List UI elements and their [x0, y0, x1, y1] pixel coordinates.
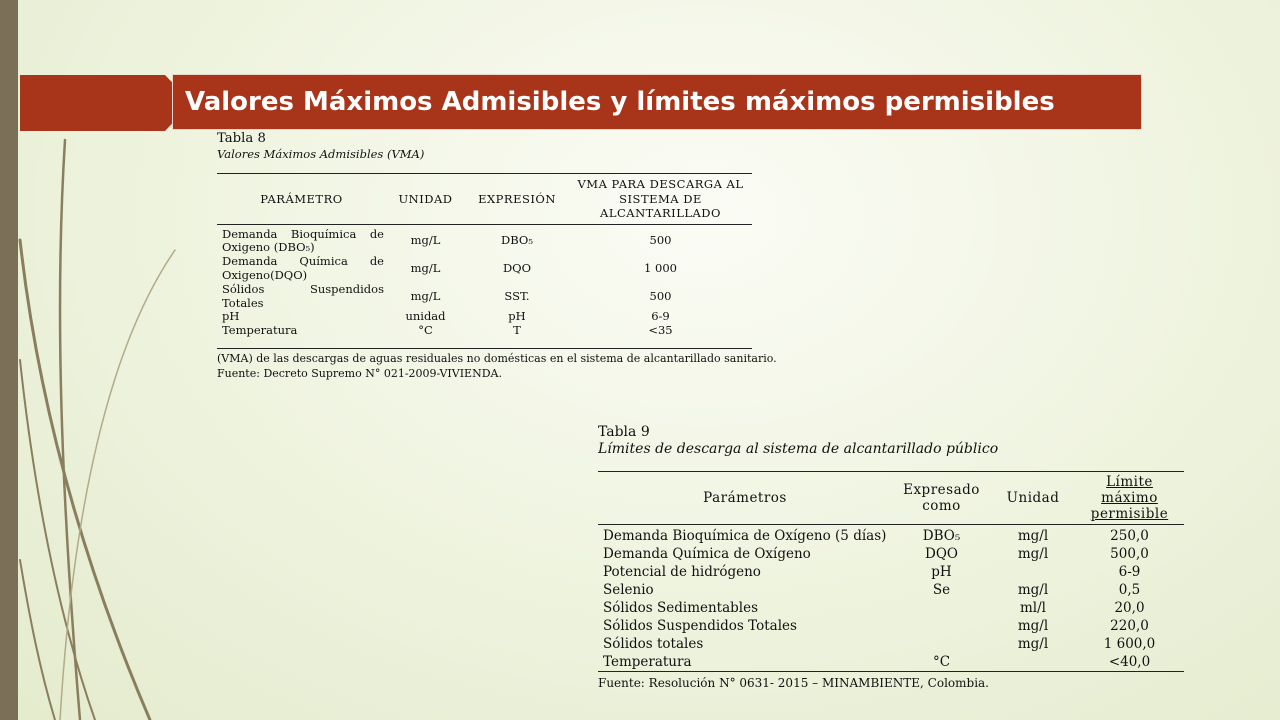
limit-cell: 500,0: [1110, 546, 1149, 563]
unit-cell: mg/l: [1017, 582, 1049, 599]
param-cell: Demanda Bioquímica de Oxigeno (DBO₅): [222, 226, 384, 255]
expr-cell: DBO₅: [501, 233, 533, 248]
table-row: [217, 283, 752, 311]
vma-cell: 1 000: [644, 261, 677, 276]
unit-cell: mg/l: [1017, 636, 1049, 653]
table-9-subtitle: Límites de descarga al sistema de alcantarillado público: [598, 441, 999, 458]
unit-cell: mg/L: [410, 288, 441, 303]
expr-cell: pH: [931, 564, 952, 581]
param-cell: pH: [222, 309, 240, 324]
table-row: [598, 653, 1184, 672]
header-expresion: EXPRESIÓN: [478, 191, 556, 206]
expr-cell: DBO₅: [922, 528, 961, 545]
unit-cell: mg/L: [410, 261, 441, 276]
param-cell: Temperatura: [603, 654, 692, 671]
table-9-header-row: [598, 471, 1184, 525]
table-row: [217, 324, 752, 348]
table-8-subtitle: Valores Máximos Admisibles (VMA): [217, 146, 425, 161]
table-row: [217, 224, 752, 255]
table-row: [598, 545, 1184, 563]
header-unidad: Unidad: [1006, 489, 1060, 506]
param-cell: Demanda Química de Oxigeno(DQO): [222, 254, 384, 282]
limit-cell: 6-9: [1118, 564, 1141, 581]
param-cell: Sólidos Sedimentables: [603, 600, 759, 617]
expr-cell: pH: [508, 309, 526, 324]
unit-cell: unidad: [405, 309, 446, 324]
table-9-source: Fuente: Resolución N° 0631- 2015 – MINAMBIENTE, Colombia.: [598, 676, 989, 691]
unit-cell: mg/L: [410, 233, 441, 248]
param-cell: Sólidos Suspendidos Totales: [603, 618, 797, 635]
vma-cell: 6-9: [651, 309, 670, 324]
limit-cell: 20,0: [1114, 600, 1145, 617]
table-row: [217, 255, 752, 283]
limit-cell: 0,5: [1118, 582, 1141, 599]
limit-cell: 250,0: [1110, 528, 1149, 545]
table-row: [598, 525, 1184, 546]
header-limite-maximo: Límite máximo permisible: [1090, 473, 1169, 522]
expr-cell: DQO: [925, 546, 958, 563]
table-row: [598, 599, 1184, 617]
expr-cell: Se: [932, 582, 951, 599]
vma-cell: 500: [649, 233, 672, 248]
unit-cell: [991, 653, 1075, 672]
unit-cell: mg/l: [1017, 528, 1049, 545]
expr-cell: [892, 635, 991, 653]
header-expresado-como: Expresado como: [903, 481, 980, 514]
table-9-number: Tabla 9: [598, 424, 650, 440]
table-8-source: Fuente: Decreto Supremo N° 021-2009-VIVIENDA.: [217, 366, 502, 380]
table-8-header-row: [217, 174, 752, 224]
expr-cell: [892, 617, 991, 635]
header-vma: VMA PARA DESCARGA AL SISTEMA DE ALCANTARILLADO: [577, 177, 744, 221]
param-cell: Temperatura: [222, 323, 298, 338]
expr-cell: SST.: [504, 288, 530, 303]
table-row: [217, 310, 752, 324]
table-9-block: [598, 425, 1184, 691]
param-cell: Demanda Química de Oxígeno: [603, 546, 811, 563]
param-cell: Sólidos Suspendidos Totales: [222, 281, 384, 310]
slide-title: Valores Máximos Admisibles y límites máximos permisibles: [172, 74, 1142, 130]
table-row: [598, 635, 1184, 653]
limit-cell: 1 600,0: [1103, 636, 1156, 653]
limit-cell: <40,0: [1108, 654, 1151, 671]
vma-cell: <35: [648, 323, 673, 338]
expr-cell: T: [513, 323, 521, 338]
unit-cell: ml/l: [1020, 600, 1046, 617]
unit-cell: mg/l: [1017, 546, 1049, 563]
limit-cell: 220,0: [1110, 618, 1149, 635]
table-row: [598, 617, 1184, 635]
unit-cell: mg/l: [1017, 618, 1049, 635]
table-8-number: Tabla 8: [217, 131, 266, 146]
param-cell: Potencial de hidrógeno: [603, 564, 761, 581]
table-8: [217, 173, 752, 349]
vma-cell: 500: [649, 288, 672, 303]
unit-cell: [991, 563, 1075, 581]
param-cell: Selenio: [603, 582, 654, 599]
expr-cell: [892, 599, 991, 617]
header-unidad: UNIDAD: [398, 191, 453, 206]
param-cell: Demanda Bioquímica de Oxígeno (5 días): [603, 528, 887, 545]
table-row: [598, 581, 1184, 599]
expr-cell: DQO: [502, 261, 532, 276]
table-row: [598, 563, 1184, 581]
param-cell: Sólidos totales: [603, 636, 704, 653]
header-parametros: Parámetros: [703, 489, 787, 506]
table-9: [598, 471, 1184, 673]
header-parametro: PARÁMETRO: [260, 191, 343, 206]
expr-cell: °C: [932, 654, 951, 671]
unit-cell: °C: [418, 323, 433, 338]
table-8-block: [217, 131, 777, 382]
table-8-note: (VMA) de las descargas de aguas residuales no domésticas en el sistema de alcantarillado sanitario.: [217, 351, 777, 365]
